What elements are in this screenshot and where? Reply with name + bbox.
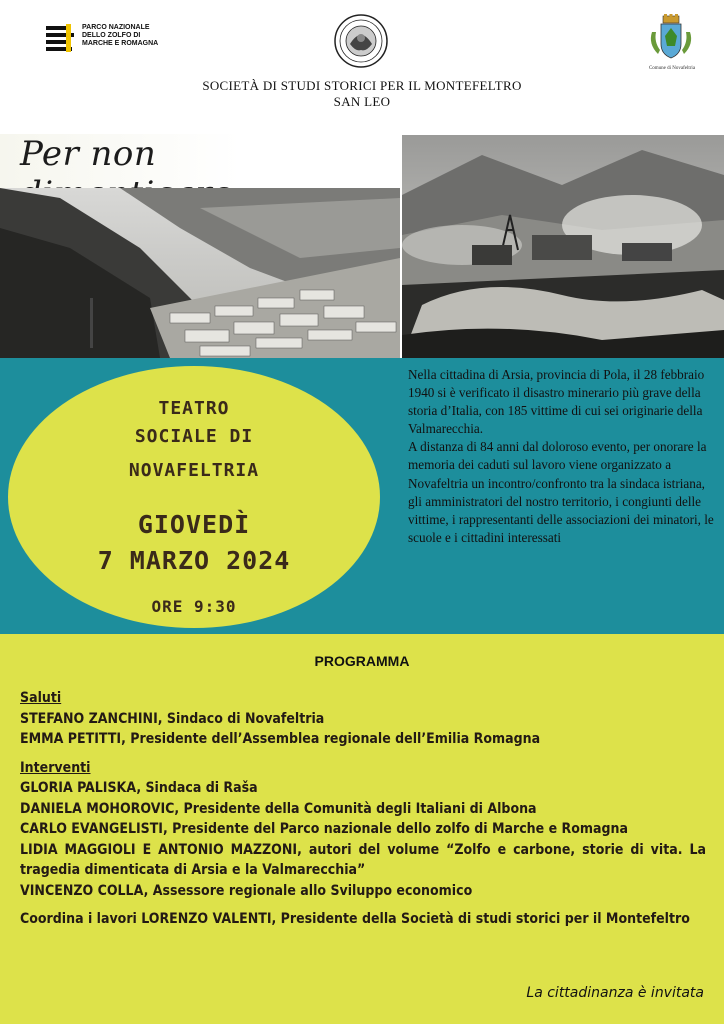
interventi-item: GLORIA PALISKA, Sindaca di Raša: [20, 780, 258, 796]
intro-text: [408, 366, 716, 547]
society-name: [120, 78, 604, 110]
venue-line-1: TEATRO: [158, 398, 230, 419]
intro-paragraph-1: Nella cittadina di Arsia, provincia di Pola, il 28 febbraio 1940 si è verificato il disastro minerario più grave della storia d’Italia, con 185 vittime di cui sei originarie della Valmarecchia.: [408, 367, 705, 437]
saluti-heading: Saluti: [20, 690, 62, 706]
venue-line-3: NOVAFELTRIA: [128, 460, 260, 481]
society-line-2: SAN LEO: [333, 94, 391, 109]
mine-photo: [402, 135, 724, 358]
invitation-note: La cittadinanza è invitata: [526, 985, 704, 1001]
event-time: ORE 9:30: [151, 597, 237, 616]
park-logo-icon: [46, 24, 78, 52]
interventi-item: LIDIA MAGGIOLI E ANTONIO MAZZONI, autori del volume “Zolfo e carbone, storie di vita. La tragedia dimenticata di Arsia e la Valmarecchia”: [20, 841, 706, 878]
interventi-item: CARLO EVANGELISTI, Presidente del Parco nazionale dello zolfo di Marche e Romagna: [20, 821, 628, 837]
event-day: GIOVEDÌ: [137, 510, 251, 539]
comune-caption: Comune di Novafeltria: [648, 66, 696, 71]
coordinator-line: Coordina i lavori LORENZO VALENTI, Presidente della Società di studi storici per il Montefeltro: [20, 911, 690, 927]
page-title: Per non: [20, 134, 157, 174]
comune-crest-icon: [646, 14, 696, 60]
society-line-1: SOCIETÀ DI STUDI STORICI PER IL MONTEFELTRO: [202, 78, 522, 93]
saluti-item: STEFANO ZANCHINI, Sindaco di Novafeltria: [20, 710, 325, 727]
saluti-item: EMMA PETITTI, Presidente dell’Assemblea regionale dell’Emilia Romagna: [20, 731, 541, 747]
program-title: PROGRAMMA: [314, 653, 410, 669]
intro-paragraph-2: A distanza di 84 anni dal doloroso evento, per onorare la memoria dei caduti sul lavoro viene organizzato a Novafeltria un incontro/confronto tra la sindaca istriana, gli amministratori del nostro territorio, i congiunti delle vittime, i rappresentanti delle associazioni dei minatori, le scuole e i cittadini interessati: [408, 439, 714, 545]
venue-line-2: SOCIALE DI: [134, 426, 254, 447]
interventi-heading: Interventi: [20, 759, 91, 776]
interventi-item: VINCENZO COLLA, Assessore regionale allo Sviluppo economico: [20, 882, 473, 899]
park-logo-text: PARCO NAZIONALE DELLO ZOLFO DI MARCHE E ROMAGNA: [82, 24, 159, 47]
program-list: [20, 688, 706, 930]
interventi-item: DANIELA MOHOROVIC, Presidente della Comunità degli Italiani di Albona: [20, 800, 537, 817]
society-seal-icon: [334, 14, 388, 68]
park-logo: [46, 22, 159, 56]
event-date: 7 MARZO 2024: [97, 546, 291, 575]
town-photo: [0, 188, 400, 358]
